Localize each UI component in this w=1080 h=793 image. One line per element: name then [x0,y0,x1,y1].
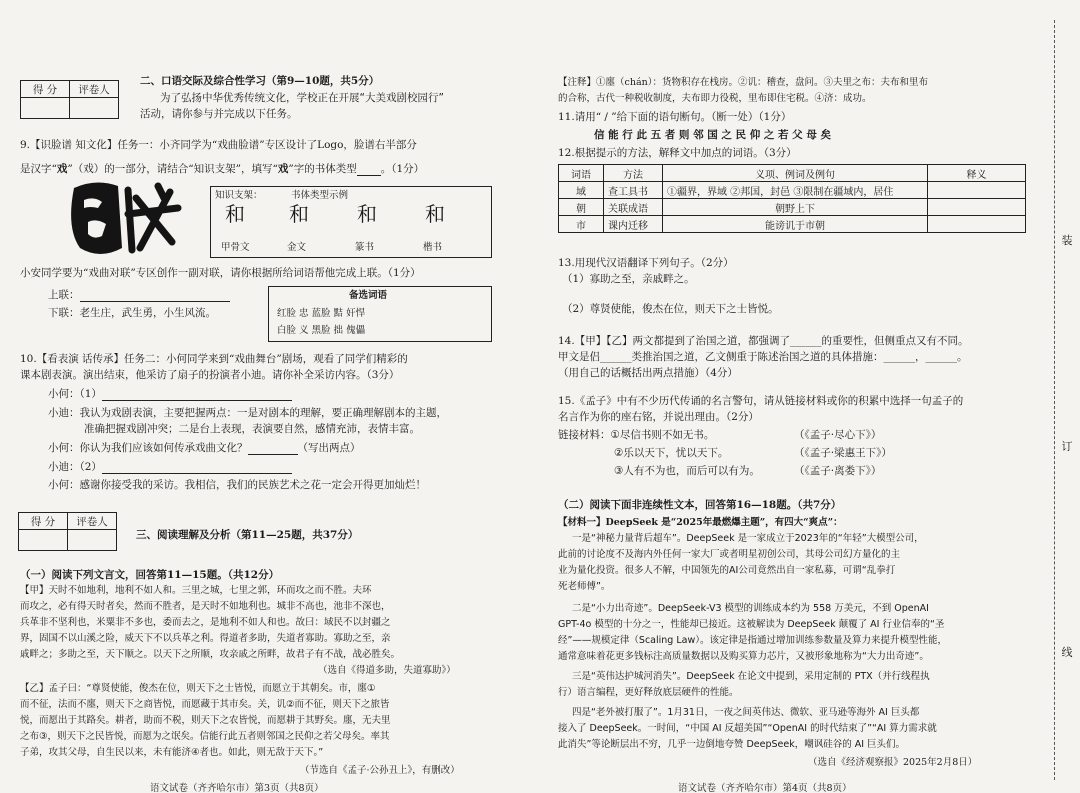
margin-xian: 线 [1061,646,1073,659]
m1-p3-l1: 三是“英伟达护城河消失”。DeepSeek 在论文中提到，采用定制的 PTX（并行线程执 [572,671,930,682]
q10-he1 [48,387,292,401]
q14-line3: （用自己的话概括出两点措施）（4分） [558,367,738,379]
q10-he2 [48,441,361,455]
link-1-text: 链接材料：①尽信书则不如无书。 [558,429,715,441]
jia-line-5: 戚畔之；多助之至，天下顺之。以天下之所顺，攻亲戚之所畔，故君子有不战，战必胜矣。 [20,649,401,660]
q13: 13.用现代汉语翻译下列句子。（2分） [558,257,734,269]
m1-p1-l1: 一是“神秘力量背后超车”。DeepSeek 是一家成立于2023年的“年轻”大模型公司， [572,533,924,544]
q15-line1: 15.《孟子》中有不少历代传诵的名言警句，请从链接材料或你的积累中选择一句孟子的 [558,395,964,407]
name-bronze: 金文 [287,242,307,253]
opera-mask-logo [66,178,186,260]
q9-line1: 9.【识脸谱 知文化】任务一：小齐同学为“戏曲脸谱”专区设计了Logo，脸谱右半部分 [20,139,417,151]
grader-label: 评卷人 [70,81,119,98]
couplet-up-line [48,288,230,302]
words-row-1: 红脸 忠 蓝脸 黠 奸悍 [277,308,366,319]
q10-answer-1[interactable] [102,400,292,401]
margin-ding: 订 [1061,440,1073,453]
section-2-title: 二、口语交际及综合性学习（第9—10题，共5分） [140,75,380,87]
q10-he1-label: 小何：（1） [48,388,102,400]
m1-p3-l2: 行）语言编程，更好释放底层硬件的性能。 [558,687,739,698]
jia-line-4: 界，固国不以山溪之险，威天下不以兵革之利。得道者多助，失道者寡助。寡助之至，亲 [20,633,391,644]
answer-cell-shi[interactable] [928,216,1026,233]
note-line-1: 【注释】①廛（chán）：货物积存在栈房。②讥：稽查，盘问。③夫里之布：夫布和里布 [558,77,928,88]
yi-source: （节选自《孟子·公孙丑上》，有删改） [300,765,460,776]
words-box [268,286,492,342]
table-header: 词语 [559,165,604,182]
q10-he2-blank [248,454,298,455]
m1-p1-l4: 死老师傅”。 [558,581,611,592]
grader-cell[interactable] [70,98,119,119]
q10-di2 [48,460,292,474]
table-cell: 朝 [559,199,604,216]
q12-table [558,164,1026,233]
table-row [559,216,1026,233]
q10-line2: 课本剧表演。演出结束，他采访了扇子的扮演者小迪。请你补全采访内容。（3分） [20,369,400,381]
table-cell: 关联成语 [604,199,663,216]
knowledge-head-title: 书体类型示例 [291,190,349,201]
q11-sentence: 信 能 行 此 五 者 则 邻 国 之 民 仰 之 若 父 母 矣 [594,129,831,141]
score-label-mid: 得 分 [19,513,68,530]
sample-seal: 和 [357,202,377,226]
section-2-intro-1: 为了弘扬中华优秀传统文化，学校正在开展“大美戏剧校园行” [160,92,444,104]
table-header: 释义 [928,165,1026,182]
score-cell[interactable] [21,98,70,119]
yi-line-1: 【乙】孟子曰：“尊贤使能，俊杰在位，则天下之士皆悦，而愿立于其朝矣。市，廛① [20,683,376,694]
answer-cell-yu[interactable] [928,182,1026,199]
q10-answer-2[interactable] [102,473,292,474]
sub1-title: （一）阅读下列文言文，回答第11—15题。（共12分） [20,569,280,581]
yi-line-4: 之布③，则天下之民皆悦，而愿为之氓矣。信能行此五者则邻国之民仰之若父母矣。率其 [20,731,390,742]
jia-source: （选自《得道多助，失道寡助》） [318,665,456,676]
table-cell: 课内迁移 [604,216,663,233]
score-box-top [20,80,119,119]
link-3-text: ③人有不为也，而后可以有为。 [614,465,760,477]
xi-char-2: 戏 [277,163,289,175]
q15-line2: 名言作为你的座右铭，并说出理由。（2分） [558,411,759,423]
q10-di1: 小迪：我认为戏剧表演，主要把握两点：一是对剧本的理解，要正确理解剧本的主题， [48,407,447,419]
q10-di1b: 准确把握戏剧冲突；二是台上表现，表演要自然，感情充沛，表情丰富。 [84,423,420,435]
table-header-row [559,165,1026,182]
section-3-title: 三、阅读理解及分析（第11—25题，共37分） [136,529,359,541]
right-page [548,0,1036,793]
table-header: 义项、例词及例句 [663,165,928,182]
score-label: 得 分 [21,81,70,98]
yi-line-5: 子弟，攻其父母，自生民以来，未有能济④者也。如此，则无敌于天下。” [20,747,324,758]
q11: 11.请用“ / ”给下面的语句断句。（断一处）（1分） [558,111,792,123]
link-2-text: ②乐以天下，忧以天下。 [614,447,729,459]
table-cell: 能谤讥于市朝 [663,216,928,233]
grader-cell-mid[interactable] [68,530,117,551]
q10-di2-label: 小迪：（2） [48,461,102,473]
m1-p2-l4: 通常意味着花更多钱标注高质量数据以及购买算力芯片，又被形象地称为“大力出奇迹”。 [558,651,929,662]
words-box-title: 备选词语 [349,290,388,301]
m1-p1-l3: 业为量化投资。很多人不解，中国领先的AI公司竟然出自一家私募，可谓“乱拳打 [558,565,896,576]
table-row [559,182,1026,199]
yi-line-2: 而不征，法而不廛，则天下之商皆悦，而愿藏于其市矣。关，讥②而不征，则天下之旅皆 [20,699,390,710]
m1-p1-l2: 此前的讨论度不及海内外任何一家大厂或者明星初创公司，其母公司幻方量化的主 [558,549,901,560]
table-cell: 市 [559,216,604,233]
section-2-intro-2: 活动，请你参与并完成以下任务。 [140,108,298,120]
q14-line1: 14.【甲】【乙】两文都提到了治国之道，都强调了______的重要性，但侧重点又有不同。 [558,335,969,347]
name-oracle: 甲骨文 [221,242,250,253]
link-3-src: （《孟子·离娄下》） [794,465,882,477]
grader-label-mid: 评卷人 [68,513,117,530]
knowledge-head-label: 知识支架： [215,190,263,201]
q9-text-d: 。（1分） [380,163,425,175]
yi-line-3: 悦，而愿出于其路矣。耕者，助而不税，则天下之农皆悦，而愿耕于其野矣。廛，无夫里 [20,715,391,726]
link-2-src: （《孟子·梁惠王下》） [794,447,892,459]
m1-p4-l1: 四是“老外被打服了”。1月31日，一夜之间英伟达、微软、亚马逊等海外 AI 巨头都 [572,707,920,718]
jia-line-3: 兵革非不坚利也，米粟非不多也，委而去之，是地利不如人和也。故曰：域民不以封疆之 [20,617,391,628]
q10-he3: 小何：感谢你接受我的采访。我相信，我们的民族艺术之花一定会开得更加灿烂！ [48,479,426,491]
m1-p2-l1: 二是“小力出奇迹”。DeepSeek-V3 模型的训练成本约为 558 万美元，不到 OpenAI [572,603,929,614]
right-footer: 语文试卷（齐齐哈尔市）第4页（共8页） [678,783,852,793]
link-1-src: （《孟子·尽心下》） [794,429,882,441]
margin-zhuang: 装 [1061,234,1073,247]
m1-p4-l3: 此消失”等论断层出不穷，几乎一边倒地夸赞 DeepSeek，嘲讽硅谷的 AI 巨头们。 [558,739,906,750]
knowledge-box [210,186,492,258]
score-box-mid [18,512,117,551]
couplet-up-label: 上联： [48,289,80,301]
table-header: 方法 [604,165,663,182]
q9-line2 [20,162,424,176]
table-cell: 域 [559,182,604,199]
score-cell-mid[interactable] [19,530,68,551]
words-row-2: 白脸 义 黑脸 拙 傀儡 [277,325,366,336]
sub2-title: （二）阅读下面非连续性文本，回答第16—18题。（共7分） [558,499,842,511]
q13-2: （2）尊贤使能，俊杰在位，则天下之士皆悦。 [562,303,779,315]
jia-line-2: 而攻之，必有得天时者矣，然而不胜者，是天时不如地利也。城非不高也，池非不深也， [20,601,391,612]
note-line-2: 的合称，古代一种税收制度，夫布即力役税，里布即住宅税。④济：成功。 [558,93,872,104]
answer-cell-chao[interactable] [928,199,1026,216]
jia-line-1: 【甲】天时不如地利，地利不如人和。三里之城，七里之郭，环而攻之而不胜。夫环 [20,585,372,596]
sample-bronze: 和 [289,202,309,226]
q14-line2: 甲文是侣______类推治国之道，乙文侧重于陈述治国之道的具体措施：______，______。 [558,351,968,363]
q13-1: （1）寡助之至，亲戚畔之。 [562,273,695,285]
m1-p2-l3: 经”——规模定律（Scaling Law）。该定律是指通过增加训练参数量及算力来提升模型性能， [558,635,947,646]
name-seal: 篆书 [355,242,375,253]
material-1-title: 【材料一】DeepSeek 是“2025年最燃爆主题”，有四大“爽点”： [558,517,843,528]
name-regular: 楷书 [423,242,443,253]
sample-regular: 和 [425,202,445,226]
q9-text-c: ”字的书体类型 [288,163,357,175]
sample-oracle: 和 [225,202,245,226]
couplet-intro: 小安同学要为“戏曲对联”专区创作一副对联，请你根据所给词语帮他完成上联。（1分） [20,267,421,279]
table-cell: 朝野上下 [663,199,928,216]
q9-text-a: 是汉字“ [20,163,57,175]
binding-line [1054,20,1055,780]
couplet-down: 下联：老生庄，武生勇，小生风流。 [48,307,216,319]
m1-p2-l2: GPT-4o 模型的十分之一，性能却已接近。这被解读为 DeepSeek 颠覆了 AI 行业信奉的“圣 [558,619,945,630]
q10-line1: 10.【看表演 话传承】任务二：小何同学来到“戏曲舞台”剧场，观看了同学们精彩的 [20,353,408,365]
q9-answer-blank[interactable] [357,175,381,176]
q10-he2-tail: （写出两点） [297,442,361,454]
table-row [559,199,1026,216]
xi-char-1: 戏 [56,163,68,175]
q10-he2-text: 小何：你认为我们应该如何传承戏曲文化？ [48,442,248,454]
m1-source: （选自《经济观察报》2025年2月8日） [808,757,978,768]
q12: 12.根据提示的方法，解释文中加点的词语。（3分） [558,147,797,159]
couplet-up-blank[interactable] [80,301,230,302]
table-cell: 查工具书 [604,182,663,199]
table-cell: ①疆界，界域 ②邦国，封邑 ③限制在疆域内，居住 [663,182,928,199]
left-footer: 语文试卷（齐齐哈尔市）第3页（共8页） [150,783,324,793]
m1-p4-l2: 接入了 DeepSeek。一时间，“中国 AI 反超美国”“OpenAI 的时代结束了”“AI 算力需求就 [558,723,937,734]
q9-text-b: ”（戏）的一部分，请结合“知识支架”，填写“ [67,163,278,175]
